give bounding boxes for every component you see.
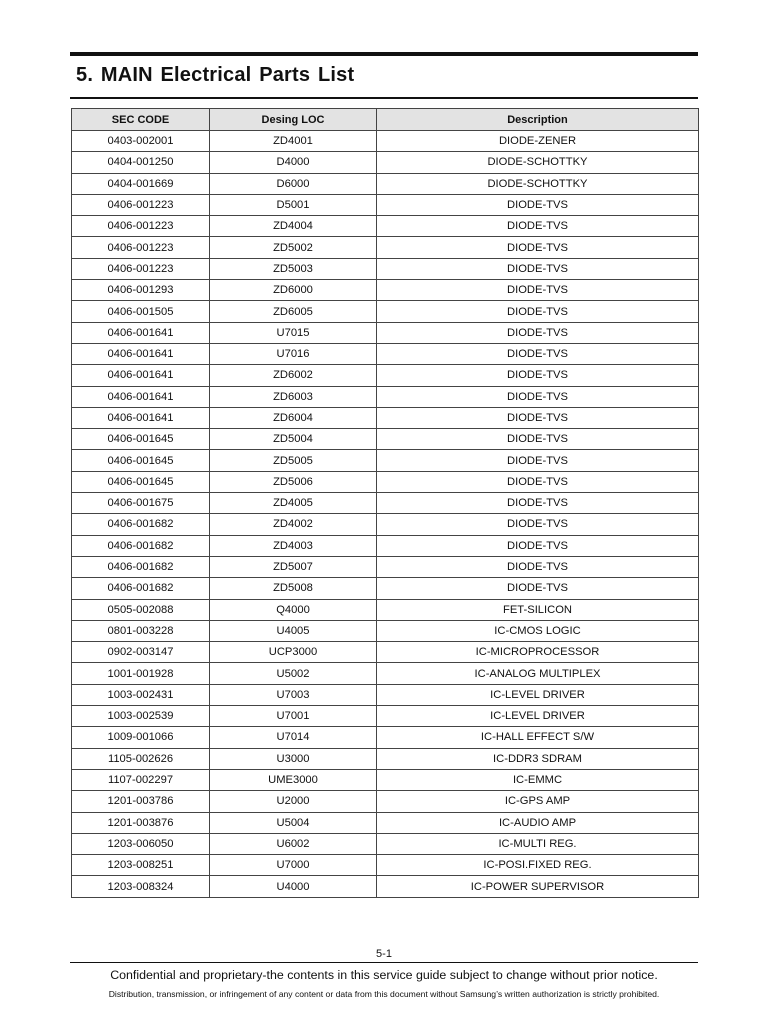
cell-desing-loc: U3000 bbox=[210, 748, 377, 769]
table-row bbox=[72, 258, 699, 279]
table-row bbox=[72, 876, 699, 897]
header-desing-loc: Desing LOC bbox=[210, 109, 377, 131]
cell-description: IC-MULTI REG. bbox=[377, 833, 699, 854]
table-row bbox=[72, 663, 699, 684]
cell-desing-loc: D5001 bbox=[210, 194, 377, 215]
cell-desing-loc: U7016 bbox=[210, 343, 377, 364]
cell-description: IC-LEVEL DRIVER bbox=[377, 706, 699, 727]
page-title: 5. MAIN Electrical Parts List bbox=[76, 64, 355, 86]
table-row bbox=[72, 450, 699, 471]
cell-sec-code: 0404-001669 bbox=[72, 173, 210, 194]
table-row bbox=[72, 833, 699, 854]
cell-sec-code: 1107-002297 bbox=[72, 769, 210, 790]
table-row bbox=[72, 173, 699, 194]
cell-description: IC-EMMC bbox=[377, 769, 699, 790]
cell-description: DIODE-TVS bbox=[377, 450, 699, 471]
cell-desing-loc: U4000 bbox=[210, 876, 377, 897]
footer-rule bbox=[70, 962, 698, 963]
cell-description: DIODE-TVS bbox=[377, 258, 699, 279]
cell-desing-loc: Q4000 bbox=[210, 599, 377, 620]
table-row bbox=[72, 429, 699, 450]
cell-description: IC-ANALOG MULTIPLEX bbox=[377, 663, 699, 684]
table-row bbox=[72, 706, 699, 727]
cell-sec-code: 0406-001682 bbox=[72, 556, 210, 577]
table-row bbox=[72, 769, 699, 790]
cell-desing-loc: ZD4003 bbox=[210, 535, 377, 556]
header-description: Description bbox=[377, 109, 699, 131]
table-row bbox=[72, 365, 699, 386]
cell-description: DIODE-TVS bbox=[377, 280, 699, 301]
table-row bbox=[72, 280, 699, 301]
cell-desing-loc: ZD4005 bbox=[210, 493, 377, 514]
cell-sec-code: 0406-001641 bbox=[72, 322, 210, 343]
cell-desing-loc: ZD6000 bbox=[210, 280, 377, 301]
cell-sec-code: 0505-002088 bbox=[72, 599, 210, 620]
cell-sec-code: 1203-008251 bbox=[72, 855, 210, 876]
cell-description: DIODE-SCHOTTKY bbox=[377, 152, 699, 173]
cell-desing-loc: ZD6003 bbox=[210, 386, 377, 407]
cell-description: DIODE-TVS bbox=[377, 556, 699, 577]
cell-description: IC-HALL EFFECT S/W bbox=[377, 727, 699, 748]
cell-description: DIODE-TVS bbox=[377, 343, 699, 364]
cell-sec-code: 0406-001223 bbox=[72, 237, 210, 258]
table-row bbox=[72, 578, 699, 599]
table-row bbox=[72, 322, 699, 343]
table-row bbox=[72, 237, 699, 258]
parts-table bbox=[71, 108, 699, 898]
cell-description: DIODE-TVS bbox=[377, 578, 699, 599]
cell-description: FET-SILICON bbox=[377, 599, 699, 620]
cell-sec-code: 1003-002431 bbox=[72, 684, 210, 705]
table-row bbox=[72, 556, 699, 577]
cell-description: DIODE-TVS bbox=[377, 322, 699, 343]
cell-description: DIODE-TVS bbox=[377, 194, 699, 215]
table-row bbox=[72, 620, 699, 641]
table-row bbox=[72, 343, 699, 364]
cell-description: DIODE-TVS bbox=[377, 493, 699, 514]
cell-description: IC-MICROPROCESSOR bbox=[377, 642, 699, 663]
table-row bbox=[72, 301, 699, 322]
cell-description: DIODE-TVS bbox=[377, 471, 699, 492]
table-row bbox=[72, 407, 699, 428]
cell-desing-loc: ZD5006 bbox=[210, 471, 377, 492]
footer-notice: Confidential and proprietary-the contents in this service guide subject to change without prior notice. bbox=[110, 968, 658, 982]
cell-desing-loc: U5002 bbox=[210, 663, 377, 684]
cell-desing-loc: U7015 bbox=[210, 322, 377, 343]
footer-legal: Distribution, transmission, or infringement of any content or data from this document without Samsung’s written authorization is strictly prohibited. bbox=[108, 989, 660, 999]
cell-sec-code: 0406-001641 bbox=[72, 407, 210, 428]
cell-description: IC-POWER SUPERVISOR bbox=[377, 876, 699, 897]
cell-desing-loc: ZD5008 bbox=[210, 578, 377, 599]
title-rule bbox=[70, 97, 698, 99]
table-row bbox=[72, 599, 699, 620]
cell-sec-code: 0406-001223 bbox=[72, 216, 210, 237]
cell-sec-code: 0801-003228 bbox=[72, 620, 210, 641]
cell-desing-loc: ZD5007 bbox=[210, 556, 377, 577]
table-row bbox=[72, 791, 699, 812]
cell-desing-loc: D4000 bbox=[210, 152, 377, 173]
cell-sec-code: 0406-001645 bbox=[72, 429, 210, 450]
cell-description: DIODE-ZENER bbox=[377, 131, 699, 152]
table-row bbox=[72, 471, 699, 492]
cell-sec-code: 0406-001505 bbox=[72, 301, 210, 322]
cell-description: DIODE-TVS bbox=[377, 407, 699, 428]
cell-sec-code: 0406-001645 bbox=[72, 471, 210, 492]
cell-sec-code: 1201-003786 bbox=[72, 791, 210, 812]
table-row bbox=[72, 152, 699, 173]
cell-description: IC-AUDIO AMP bbox=[377, 812, 699, 833]
cell-description: DIODE-TVS bbox=[377, 216, 699, 237]
table-row bbox=[72, 131, 699, 152]
cell-desing-loc: U5004 bbox=[210, 812, 377, 833]
cell-desing-loc: U7003 bbox=[210, 684, 377, 705]
table-row bbox=[72, 514, 699, 535]
cell-desing-loc: ZD4001 bbox=[210, 131, 377, 152]
cell-desing-loc: ZD5004 bbox=[210, 429, 377, 450]
cell-sec-code: 0406-001682 bbox=[72, 578, 210, 599]
table-header-row bbox=[72, 109, 699, 131]
table-row bbox=[72, 535, 699, 556]
cell-sec-code: 0406-001641 bbox=[72, 343, 210, 364]
cell-sec-code: 0406-001223 bbox=[72, 194, 210, 215]
cell-sec-code: 0406-001223 bbox=[72, 258, 210, 279]
cell-desing-loc: ZD5003 bbox=[210, 258, 377, 279]
cell-description: DIODE-TVS bbox=[377, 386, 699, 407]
table-row bbox=[72, 855, 699, 876]
cell-sec-code: 1003-002539 bbox=[72, 706, 210, 727]
cell-desing-loc: U4005 bbox=[210, 620, 377, 641]
cell-desing-loc: ZD6004 bbox=[210, 407, 377, 428]
cell-desing-loc: D6000 bbox=[210, 173, 377, 194]
cell-desing-loc: UCP3000 bbox=[210, 642, 377, 663]
cell-sec-code: 0902-003147 bbox=[72, 642, 210, 663]
cell-desing-loc: U6002 bbox=[210, 833, 377, 854]
cell-description: DIODE-TVS bbox=[377, 514, 699, 535]
cell-sec-code: 1203-008324 bbox=[72, 876, 210, 897]
page-number: 5-1 bbox=[376, 948, 392, 960]
cell-desing-loc: ZD6002 bbox=[210, 365, 377, 386]
cell-description: IC-CMOS LOGIC bbox=[377, 620, 699, 641]
header-sec-code: SEC CODE bbox=[72, 109, 210, 131]
cell-sec-code: 0406-001641 bbox=[72, 386, 210, 407]
cell-desing-loc: U7001 bbox=[210, 706, 377, 727]
cell-sec-code: 0406-001645 bbox=[72, 450, 210, 471]
cell-description: DIODE-TVS bbox=[377, 301, 699, 322]
cell-sec-code: 1009-001066 bbox=[72, 727, 210, 748]
table-row bbox=[72, 493, 699, 514]
cell-description: IC-GPS AMP bbox=[377, 791, 699, 812]
table-row bbox=[72, 684, 699, 705]
cell-description: IC-POSI.FIXED REG. bbox=[377, 855, 699, 876]
cell-sec-code: 0406-001682 bbox=[72, 535, 210, 556]
cell-sec-code: 1001-001928 bbox=[72, 663, 210, 684]
top-rule bbox=[70, 52, 698, 56]
cell-desing-loc: UME3000 bbox=[210, 769, 377, 790]
cell-sec-code: 0406-001675 bbox=[72, 493, 210, 514]
cell-description: DIODE-SCHOTTKY bbox=[377, 173, 699, 194]
cell-sec-code: 1203-006050 bbox=[72, 833, 210, 854]
cell-description: IC-LEVEL DRIVER bbox=[377, 684, 699, 705]
cell-sec-code: 1105-002626 bbox=[72, 748, 210, 769]
cell-description: IC-DDR3 SDRAM bbox=[377, 748, 699, 769]
cell-desing-loc: ZD5005 bbox=[210, 450, 377, 471]
cell-description: DIODE-TVS bbox=[377, 237, 699, 258]
cell-sec-code: 0403-002001 bbox=[72, 131, 210, 152]
table-row bbox=[72, 216, 699, 237]
table-row bbox=[72, 748, 699, 769]
table-row bbox=[72, 727, 699, 748]
cell-desing-loc: ZD4002 bbox=[210, 514, 377, 535]
cell-description: DIODE-TVS bbox=[377, 535, 699, 556]
cell-desing-loc: U7014 bbox=[210, 727, 377, 748]
cell-desing-loc: U7000 bbox=[210, 855, 377, 876]
table-row bbox=[72, 812, 699, 833]
cell-desing-loc: U2000 bbox=[210, 791, 377, 812]
cell-sec-code: 1201-003876 bbox=[72, 812, 210, 833]
table-row bbox=[72, 642, 699, 663]
cell-desing-loc: ZD5002 bbox=[210, 237, 377, 258]
cell-description: DIODE-TVS bbox=[377, 365, 699, 386]
cell-sec-code: 0406-001293 bbox=[72, 280, 210, 301]
cell-description: DIODE-TVS bbox=[377, 429, 699, 450]
cell-sec-code: 0406-001682 bbox=[72, 514, 210, 535]
cell-sec-code: 0404-001250 bbox=[72, 152, 210, 173]
cell-desing-loc: ZD6005 bbox=[210, 301, 377, 322]
table-row bbox=[72, 194, 699, 215]
cell-sec-code: 0406-001641 bbox=[72, 365, 210, 386]
table-body bbox=[72, 131, 699, 898]
table-row bbox=[72, 386, 699, 407]
cell-desing-loc: ZD4004 bbox=[210, 216, 377, 237]
